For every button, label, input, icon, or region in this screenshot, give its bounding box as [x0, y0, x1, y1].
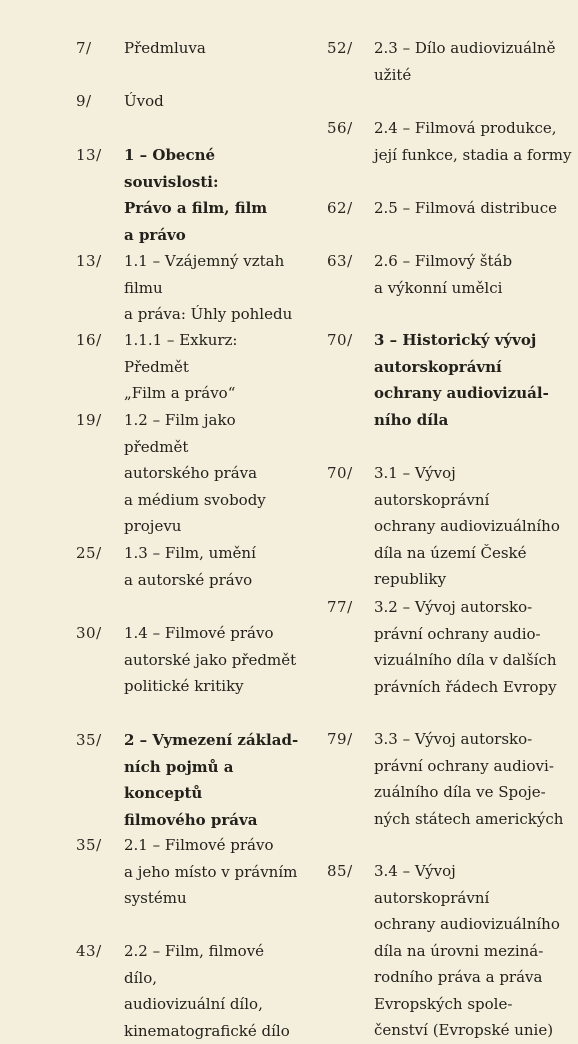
page-number: 62/ — [327, 199, 353, 217]
entry-title: 3.4 – Vývoj autorskoprávní ochrany audiovizuálního díla na úrovni meziná- rodního práva a práva Evropských spole- čenství (Evropské unie) — [374, 862, 560, 1039]
page-number: 30/ — [76, 624, 102, 642]
page-number: 85/ — [327, 862, 353, 880]
entry-title: 1 – Obecné souvislosti: Právo a film, film a právo — [124, 146, 268, 244]
page-number: 9/ — [76, 92, 92, 110]
page-number: 7/ — [76, 39, 92, 57]
entry-title: 2 – Vymezení základ- ních pojmů a konceptů filmového práva — [124, 731, 299, 829]
page-number: 35/ — [76, 731, 102, 749]
page-number: 79/ — [327, 730, 353, 748]
page-number: 43/ — [76, 942, 102, 960]
page-number: 70/ — [327, 331, 353, 349]
entry-title: 2.1 – Filmové právo a jeho místo v právním systému — [124, 836, 298, 907]
entry-title: 2.5 – Filmová distribuce — [374, 199, 557, 217]
entry-title: 3 – Historický vývoj autorskoprávní ochrany audiovizuál- ního díla — [374, 331, 549, 429]
page-number: 56/ — [327, 119, 353, 137]
entry-title: Předmluva — [124, 39, 206, 57]
entry-title: 1.3 – Film, umění a autorské právo — [124, 544, 256, 589]
page-number: 13/ — [76, 146, 102, 164]
entry-title: 1.1 – Vzájemný vztah filmu a práva: Úhly pohledu — [124, 252, 293, 323]
entry-title: 2.6 – Filmový štáb a výkonní umělci — [374, 252, 513, 297]
entry-title: 1.2 – Film jako předmět autorského práva a médium svobody projevu — [124, 411, 266, 535]
entry-title: 1.1.1 – Exkurz: Předmět „Film a právo“ — [124, 331, 238, 402]
entry-title: 3.3 – Vývoj autorsko- právní ochrany audiovi- zuálního díla ve Spoje- ných státech amerických — [374, 730, 564, 828]
entry-title: 2.3 – Dílo audiovizuálně užité — [374, 39, 556, 84]
entry-title: Úvod — [124, 92, 164, 110]
entry-title: 2.4 – Filmová produkce, její funkce, stadia a formy — [374, 119, 572, 164]
page-number: 77/ — [327, 598, 353, 616]
entry-title: 3.2 – Vývoj autorsko- právní ochrany audio- vizuálního díla v dalších právních řádech Evropy — [374, 598, 557, 696]
page-number: 35/ — [76, 836, 102, 854]
page-number: 19/ — [76, 411, 102, 429]
entry-title: 1.4 – Filmové právo autorské jako předmět politické kritiky — [124, 624, 297, 695]
page-number: 13/ — [76, 252, 102, 270]
entry-title: 2.2 – Film, filmové dílo, audiovizuální dílo, kinematografické dílo — [124, 942, 290, 1040]
page-number: 52/ — [327, 39, 353, 57]
page-number: 70/ — [327, 464, 353, 482]
entry-title: 3.1 – Vývoj autorskoprávní ochrany audiovizuálního díla na území České republiky — [374, 464, 560, 588]
page-number: 25/ — [76, 544, 102, 562]
page-number: 16/ — [76, 331, 102, 349]
page-number: 63/ — [327, 252, 353, 270]
